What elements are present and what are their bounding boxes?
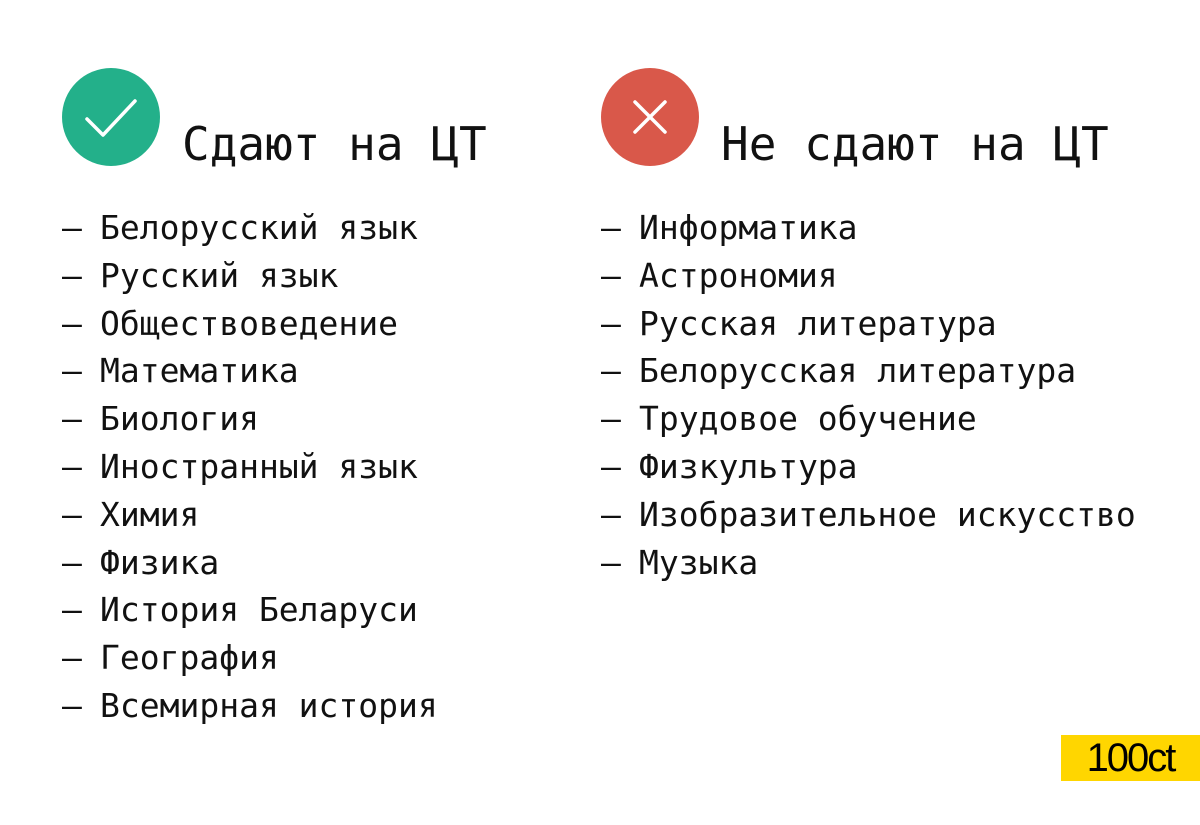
list-item	[601, 443, 1136, 491]
subject-label: Изобразительное искусство	[639, 494, 1136, 534]
subject-label: Обществоведение	[100, 303, 399, 343]
subject-label: История Беларуси	[100, 590, 418, 630]
list-item	[62, 347, 438, 395]
list-dash: –	[601, 542, 621, 582]
list-item	[601, 347, 1136, 395]
list-dash: –	[62, 255, 82, 295]
list-dash: –	[601, 351, 621, 391]
subject-label: Астрономия	[639, 255, 838, 295]
list-item	[62, 539, 438, 587]
list-dash: –	[62, 590, 82, 630]
list-dash: –	[601, 494, 621, 534]
list-dash: –	[62, 542, 82, 582]
list-item	[62, 252, 438, 300]
list-item	[601, 204, 1136, 252]
list-dash: –	[601, 399, 621, 439]
list-dash: –	[601, 303, 621, 343]
subject-label: Иностранный язык	[100, 446, 418, 486]
list-item	[62, 204, 438, 252]
subject-label: Всемирная история	[100, 685, 438, 725]
list-item	[62, 300, 438, 348]
subject-label: География	[100, 638, 279, 678]
subject-label: Русский язык	[100, 255, 339, 295]
subject-label: Белорусская литература	[639, 351, 1077, 391]
list-item	[62, 682, 438, 730]
list-dash: –	[62, 303, 82, 343]
list-dash: –	[62, 351, 82, 391]
subject-label: Химия	[100, 494, 200, 534]
subject-label: Русская литература	[639, 303, 997, 343]
list-item	[601, 300, 1136, 348]
list-item	[601, 252, 1136, 300]
list-dash: –	[62, 685, 82, 725]
list-item	[62, 395, 438, 443]
subject-label: Биология	[100, 399, 259, 439]
fail-subject-list	[601, 204, 1136, 586]
cross-icon	[601, 68, 699, 166]
list-dash: –	[62, 494, 82, 534]
pass-heading: Сдают на ЦТ	[182, 117, 487, 171]
list-item	[62, 491, 438, 539]
subject-label: Белорусский язык	[100, 208, 418, 247]
pass-subject-list	[62, 204, 438, 730]
list-item	[62, 586, 438, 634]
list-item	[601, 395, 1136, 443]
subject-label: Физика	[100, 542, 220, 582]
subject-label: Музыка	[639, 542, 759, 582]
list-dash: –	[601, 208, 621, 247]
list-item	[601, 491, 1136, 539]
list-item	[601, 539, 1136, 587]
list-dash: –	[601, 446, 621, 486]
list-item	[62, 443, 438, 491]
subject-label: Трудовое обучение	[639, 399, 977, 439]
fail-heading: Не сдают на ЦТ	[721, 117, 1109, 171]
subject-label: Математика	[100, 351, 299, 391]
list-dash: –	[62, 446, 82, 486]
checkmark-icon	[62, 68, 160, 166]
list-item	[62, 634, 438, 682]
list-dash: –	[62, 208, 82, 247]
subject-label: Физкультура	[639, 446, 858, 486]
subject-label: Информатика	[639, 208, 858, 247]
list-dash: –	[62, 638, 82, 678]
list-dash: –	[62, 399, 82, 439]
list-dash: –	[601, 255, 621, 295]
brand-logo: 100ct	[1061, 735, 1200, 781]
